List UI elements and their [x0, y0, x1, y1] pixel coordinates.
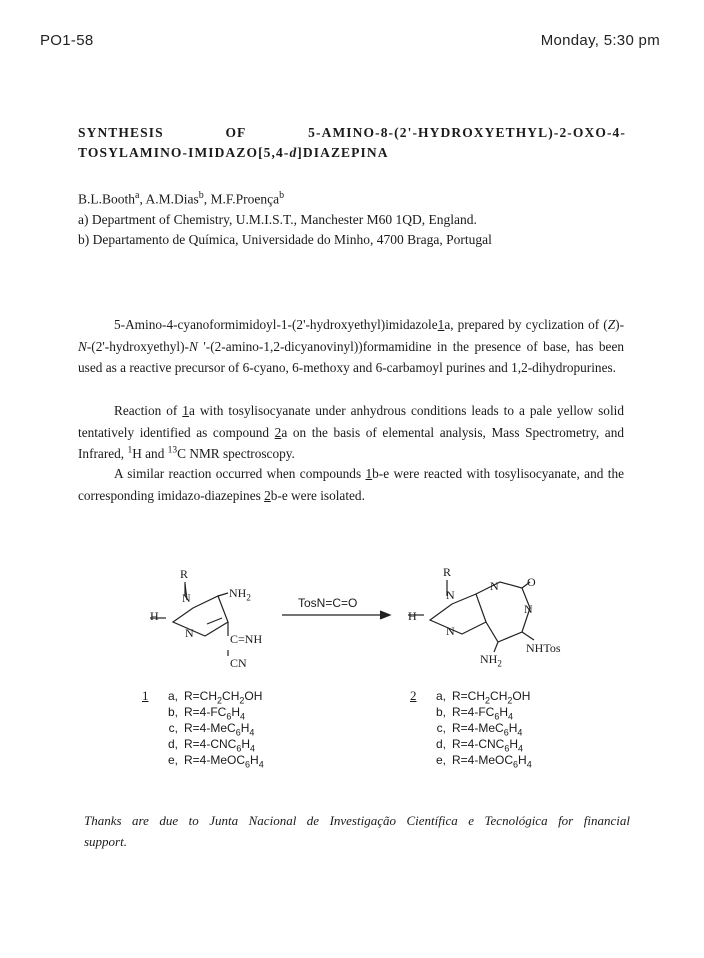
- text: Reaction of: [114, 403, 183, 418]
- right-r-label: R: [443, 565, 452, 579]
- subscript: 2: [246, 592, 251, 603]
- title-italic-d: d: [289, 145, 298, 160]
- paper-title: [78, 123, 626, 163]
- compound-number: 2: [410, 688, 417, 703]
- ack-line2: support.: [84, 834, 127, 849]
- right-nhtos-label: NHTos: [526, 641, 561, 655]
- compound-variant: [160, 736, 264, 752]
- paragraph-2: [78, 400, 624, 465]
- author-name: A.M.Dias: [145, 191, 199, 207]
- ack-word: to: [188, 813, 199, 828]
- variant-key: a,: [435, 689, 446, 703]
- compound-ref: 1: [182, 403, 189, 418]
- text: were reacted with tosylisocyanate, and the corresponding imidazo-diazepines: [78, 466, 624, 503]
- compound-variant: [428, 704, 532, 720]
- title-word: OF: [225, 125, 247, 140]
- variant-formula: $R=4-CNC_6H_4$: [452, 737, 524, 754]
- compound-letter: b-e: [372, 466, 390, 481]
- acknowledgment: [84, 810, 630, 852]
- ack-word: Nacional: [248, 813, 297, 828]
- compound-list-2: [410, 688, 532, 768]
- left-cn-label: CN: [230, 656, 247, 670]
- left-cnh-label: C=NH: [230, 632, 263, 646]
- text: , prepared by cyclization of (: [450, 317, 608, 332]
- compound-variant: [428, 752, 532, 768]
- right-n1-label: N: [446, 588, 455, 602]
- text: C NMR spectroscopy.: [177, 446, 295, 461]
- ack-word: for: [558, 813, 574, 828]
- italic-z: Z: [607, 317, 616, 332]
- variant-key: a,: [167, 689, 178, 703]
- title-word: SYNTHESIS: [78, 125, 164, 140]
- variant-key: e,: [167, 753, 178, 767]
- ack-word: Investigação: [329, 813, 396, 828]
- variant-key: d,: [167, 737, 178, 751]
- compound-letter: b-e: [270, 487, 288, 503]
- compound-letter: a: [444, 317, 451, 332]
- left-nh2-label: [229, 586, 251, 601]
- variant-formula: $R=4-MeC_6H_4$: [184, 721, 255, 738]
- ack-word: due: [159, 813, 179, 828]
- right-n2-dz-label: N: [524, 602, 533, 616]
- compound-list-items: [428, 688, 532, 768]
- compound-variant: [428, 736, 532, 752]
- compound-variant: [160, 720, 264, 736]
- italic-n: N: [188, 338, 198, 354]
- left-n3-label: N: [185, 626, 194, 640]
- ack-word: Tecnológica: [484, 813, 548, 828]
- left-h-label: H: [150, 609, 159, 623]
- left-r-label: R: [180, 567, 189, 581]
- variant-formula: $R=CH_2CH_2OH$: [184, 689, 263, 706]
- compound-variant: [428, 720, 532, 736]
- paragraph-3: [78, 463, 624, 506]
- variant-key: d,: [435, 737, 446, 751]
- italic-n: N: [78, 338, 87, 354]
- compound-variant: [160, 752, 264, 768]
- title-line2-end: ]DIAZEPINA: [297, 145, 389, 160]
- affiliation-a: a) Department of Chemistry, U.M.I.S.T., Manchester M60 1QD, England.: [78, 211, 477, 227]
- text: '-(2-amino-1,2-dicyanovinyl))formamidine in the presence of base, has been used as a reactive precursor of 6-cyano, 6-methoxy and 6-carbamoyl purines and 1,2-dihydropurines.: [78, 338, 624, 375]
- compound-variant: [428, 688, 532, 704]
- variant-key: c,: [436, 721, 446, 735]
- paragraph-1: [78, 314, 624, 379]
- right-nh2-label: [480, 652, 502, 667]
- authors-block: [78, 186, 492, 250]
- variant-formula: $R=4-FC_6H_4$: [184, 705, 246, 722]
- text: 5-Amino-4-cyanoformimidoyl-1-(2'-hydroxyethyl)imidazole: [114, 317, 438, 332]
- author-affil-mark: b: [279, 190, 285, 201]
- title-line2: TOSYLAMINO-IMIDAZO[5,4-: [78, 145, 290, 160]
- variant-formula: $R=CH_2CH_2OH$: [452, 689, 531, 706]
- author-name: B.L.Booth: [78, 191, 136, 207]
- text: were isolated.: [287, 487, 365, 503]
- compound-ref: 2: [264, 487, 271, 503]
- ack-word: Thanks: [84, 813, 122, 828]
- isotope: 1: [127, 445, 133, 456]
- variant-formula: $R=4-CNC_6H_4$: [184, 737, 256, 754]
- page-code: PO1-58: [40, 32, 94, 49]
- affiliation-b: b) Departamento de Química, Universidade do Minho, 4700 Braga, Portugal: [78, 231, 492, 247]
- variant-key: b,: [435, 705, 446, 719]
- text: with tosylisocyanate under anhydrous conditions leads to a pale yellow solid tentatively identified as compound: [78, 403, 624, 440]
- compound-variant: [160, 704, 264, 720]
- variant-key: e,: [435, 753, 446, 767]
- left-n1-label: N: [182, 591, 191, 605]
- ack-word: e: [468, 813, 475, 828]
- compound-list-1: [142, 688, 264, 768]
- compound-number: 1: [142, 688, 149, 703]
- text: )-: [615, 317, 624, 332]
- session-time: Monday, 5:30 pm: [540, 32, 660, 49]
- reaction-scheme: [0, 560, 704, 680]
- right-n-dz-label: N: [490, 579, 499, 593]
- author-affil-mark: b: [198, 190, 204, 201]
- ack-word: Junta: [209, 813, 239, 828]
- ack-word: de: [306, 813, 320, 828]
- ack-word: are: [132, 813, 149, 828]
- compound-ref: 1: [437, 317, 445, 332]
- compound-ref: 2: [274, 424, 282, 440]
- variant-key: c,: [168, 721, 178, 735]
- compound-variant: [160, 688, 264, 704]
- compound-letter: a: [188, 403, 195, 418]
- compound-letter: a: [281, 424, 288, 440]
- author-affil-mark: a: [135, 190, 140, 201]
- text: -(2'-hydroxyethyl)-: [86, 338, 189, 354]
- variant-key: b,: [167, 705, 178, 719]
- text: on the basis of elemental analysis, Mass Spectrometry, and Infrared,: [78, 424, 624, 461]
- isotope: 13: [167, 445, 178, 456]
- ack-word: Científica: [406, 813, 458, 828]
- variant-formula: $R=4-FC_6H_4$: [452, 705, 514, 722]
- right-h-label: H: [408, 609, 417, 623]
- text: A similar reaction occurred when compounds: [114, 466, 366, 481]
- variant-formula: $R=4-MeOC_6H_4$: [184, 753, 264, 770]
- variant-formula: $R=4-MeOC_6H_4$: [452, 753, 532, 770]
- right-o-label: O: [527, 575, 536, 589]
- compound-ref: 1: [365, 466, 373, 481]
- ack-word: financial: [583, 813, 630, 828]
- title-word: 5-AMINO-8-(2'-HYDROXYETHYL)-2-OXO-4-: [308, 125, 626, 140]
- author-name: M.F.Proença: [210, 191, 280, 207]
- compound-list-items: [160, 688, 264, 768]
- author-list: B.L.Booth$^a$, A.M.Dias$^b$, M.F.Proença$^b$: [78, 190, 285, 207]
- subscript: 2: [497, 658, 502, 669]
- right-n3-label: N: [446, 624, 455, 638]
- text: H and: [132, 446, 168, 461]
- text: NH: [480, 652, 498, 666]
- variant-formula: $R=4-MeC_6H_4$: [452, 721, 523, 738]
- text: NH: [229, 586, 247, 600]
- reagent-label: TosN=C=O: [298, 596, 358, 610]
